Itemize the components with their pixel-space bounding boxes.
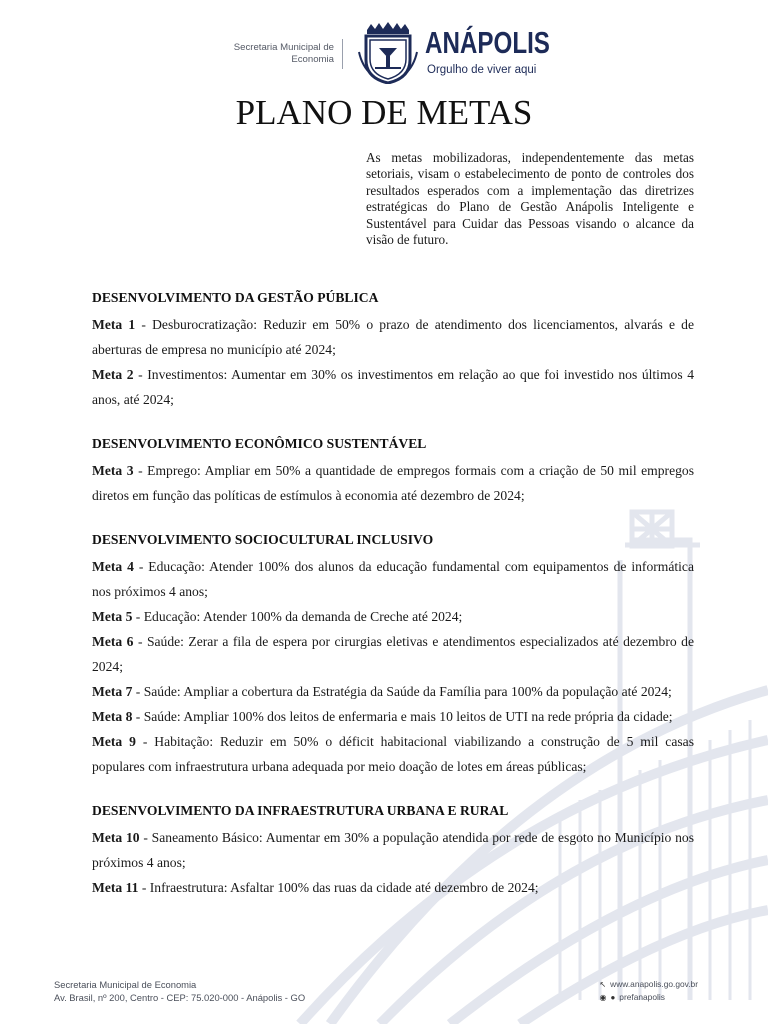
goal-item [92, 875, 694, 900]
goal-label: Meta 1 [92, 317, 136, 332]
website-link[interactable] [599, 978, 698, 991]
goal-item [92, 458, 694, 508]
goal-item [92, 629, 694, 679]
goal-text: - Educação: Atender 100% dos alunos da educação fundamental com equipamentos de informática nos próximos 4 anos; [92, 559, 694, 599]
goal-text: - Saúde: Zerar a fila de espera por cirurgias eletivas e atendimentos especializados até dezembro de 2024; [92, 634, 694, 674]
goal-item [92, 704, 694, 729]
goal-text: - Educação: Atender 100% da demanda de Creche até 2024; [132, 609, 463, 624]
goal-label: Meta 3 [92, 463, 134, 478]
goal-section [92, 530, 694, 779]
footer-links [599, 978, 698, 1004]
facebook-icon: ● [610, 993, 616, 1002]
goal-label: Meta 4 [92, 559, 134, 574]
goal-item [92, 362, 694, 412]
footer-contact [54, 978, 305, 1004]
goal-text: - Emprego: Ampliar em 50% a quantidade de empregos formais com a criação de 50 mil empregos diretos em função das políticas de estímulos à economia até dezembro de 2024; [92, 463, 694, 503]
social-text: prefanapolis [619, 992, 665, 1002]
goal-text: - Saúde: Ampliar 100% dos leitos de enfermaria e mais 10 leitos de UTI na rede própria da cidade; [132, 709, 673, 724]
goal-item [92, 604, 694, 629]
header-divider [342, 39, 343, 69]
goal-label: Meta 11 [92, 880, 139, 895]
goal-item [92, 554, 694, 604]
goal-label: Meta 6 [92, 634, 134, 649]
section-title: DESENVOLVIMENTO SOCIOCULTURAL INCLUSIVO [92, 532, 434, 547]
instagram-icon: ◉ [599, 993, 607, 1002]
intro-paragraph: As metas mobilizadoras, independentemente das metas setoriais, visam o estabelecimento de ponto de controles dos resultados esperados com a implementação das diretrizes estratégicas do Plano de Gestão Anápolis Inteligente e Sustentável para Cuidar das Pessoas visando o alcance da visão de futuro. [366, 150, 694, 248]
goal-label: Meta 7 [92, 684, 133, 699]
goal-text: - Desburocratização: Reduzir em 50% o prazo de atendimento dos licenciamentos, alvarás e de aberturas de empresa no município até 2024; [92, 317, 695, 357]
department-name [232, 42, 334, 66]
page-footer [0, 977, 768, 1017]
website-text: www.anapolis.go.gov.br [610, 979, 698, 989]
goal-item [92, 825, 694, 875]
goals-body [92, 288, 694, 922]
city-name: ANÁPOLIS [425, 25, 550, 60]
goal-label: Meta 8 [92, 709, 133, 724]
footer-department: Secretaria Municipal de Economia [54, 979, 197, 990]
goal-text: - Infraestrutura: Asfaltar 100% das ruas da cidade até dezembro de 2024; [138, 880, 539, 895]
goal-text: - Habitação: Reduzir em 50% o déficit habitacional viabilizando a construção de 5 mil casas populares com infraestrutura urbana adequada por meio doação de lotes em áreas públicas; [92, 734, 694, 774]
social-link[interactable] [599, 991, 698, 1004]
goal-item [92, 312, 694, 362]
goal-section [92, 434, 694, 508]
section-title: DESENVOLVIMENTO DA GESTÃO PÚBLICA [92, 290, 379, 305]
department-line-2: Economia [291, 54, 334, 65]
city-crest-icon [357, 22, 419, 84]
section-title: DESENVOLVIMENTO DA INFRAESTRUTURA URBANA E RURAL [92, 803, 509, 818]
goal-section [92, 288, 694, 412]
section-title: DESENVOLVIMENTO ECONÔMICO SUSTENTÁVEL [92, 436, 427, 451]
goal-label: Meta 5 [92, 609, 133, 624]
goal-label: Meta 10 [92, 830, 140, 845]
goal-item [92, 679, 694, 704]
page-title: PLANO DE METAS [235, 93, 533, 132]
goal-label: Meta 9 [92, 734, 136, 749]
department-line-1: Secretaria Municipal de [233, 42, 334, 53]
goal-label: Meta 2 [92, 367, 134, 382]
cursor-icon: ↖ [599, 980, 607, 989]
goal-text: - Saúde: Ampliar a cobertura da Estratégia da Saúde da Família para 100% da população até 2024; [132, 684, 672, 699]
goal-section [92, 801, 694, 900]
goal-item [92, 729, 694, 779]
footer-address: Av. Brasil, nº 200, Centro - CEP: 75.020-000 - Anápolis - GO [54, 992, 306, 1003]
goal-text: - Investimentos: Aumentar em 30% os investimentos em relação ao que foi investido nos últimos 4 anos, até 2024; [92, 367, 694, 407]
goal-text: - Saneamento Básico: Aumentar em 30% a população atendida por rede de esgoto no Município nos próximos 4 anos; [92, 830, 694, 870]
page-header [0, 22, 768, 86]
city-motto: Orgulho de viver aqui [427, 64, 537, 76]
